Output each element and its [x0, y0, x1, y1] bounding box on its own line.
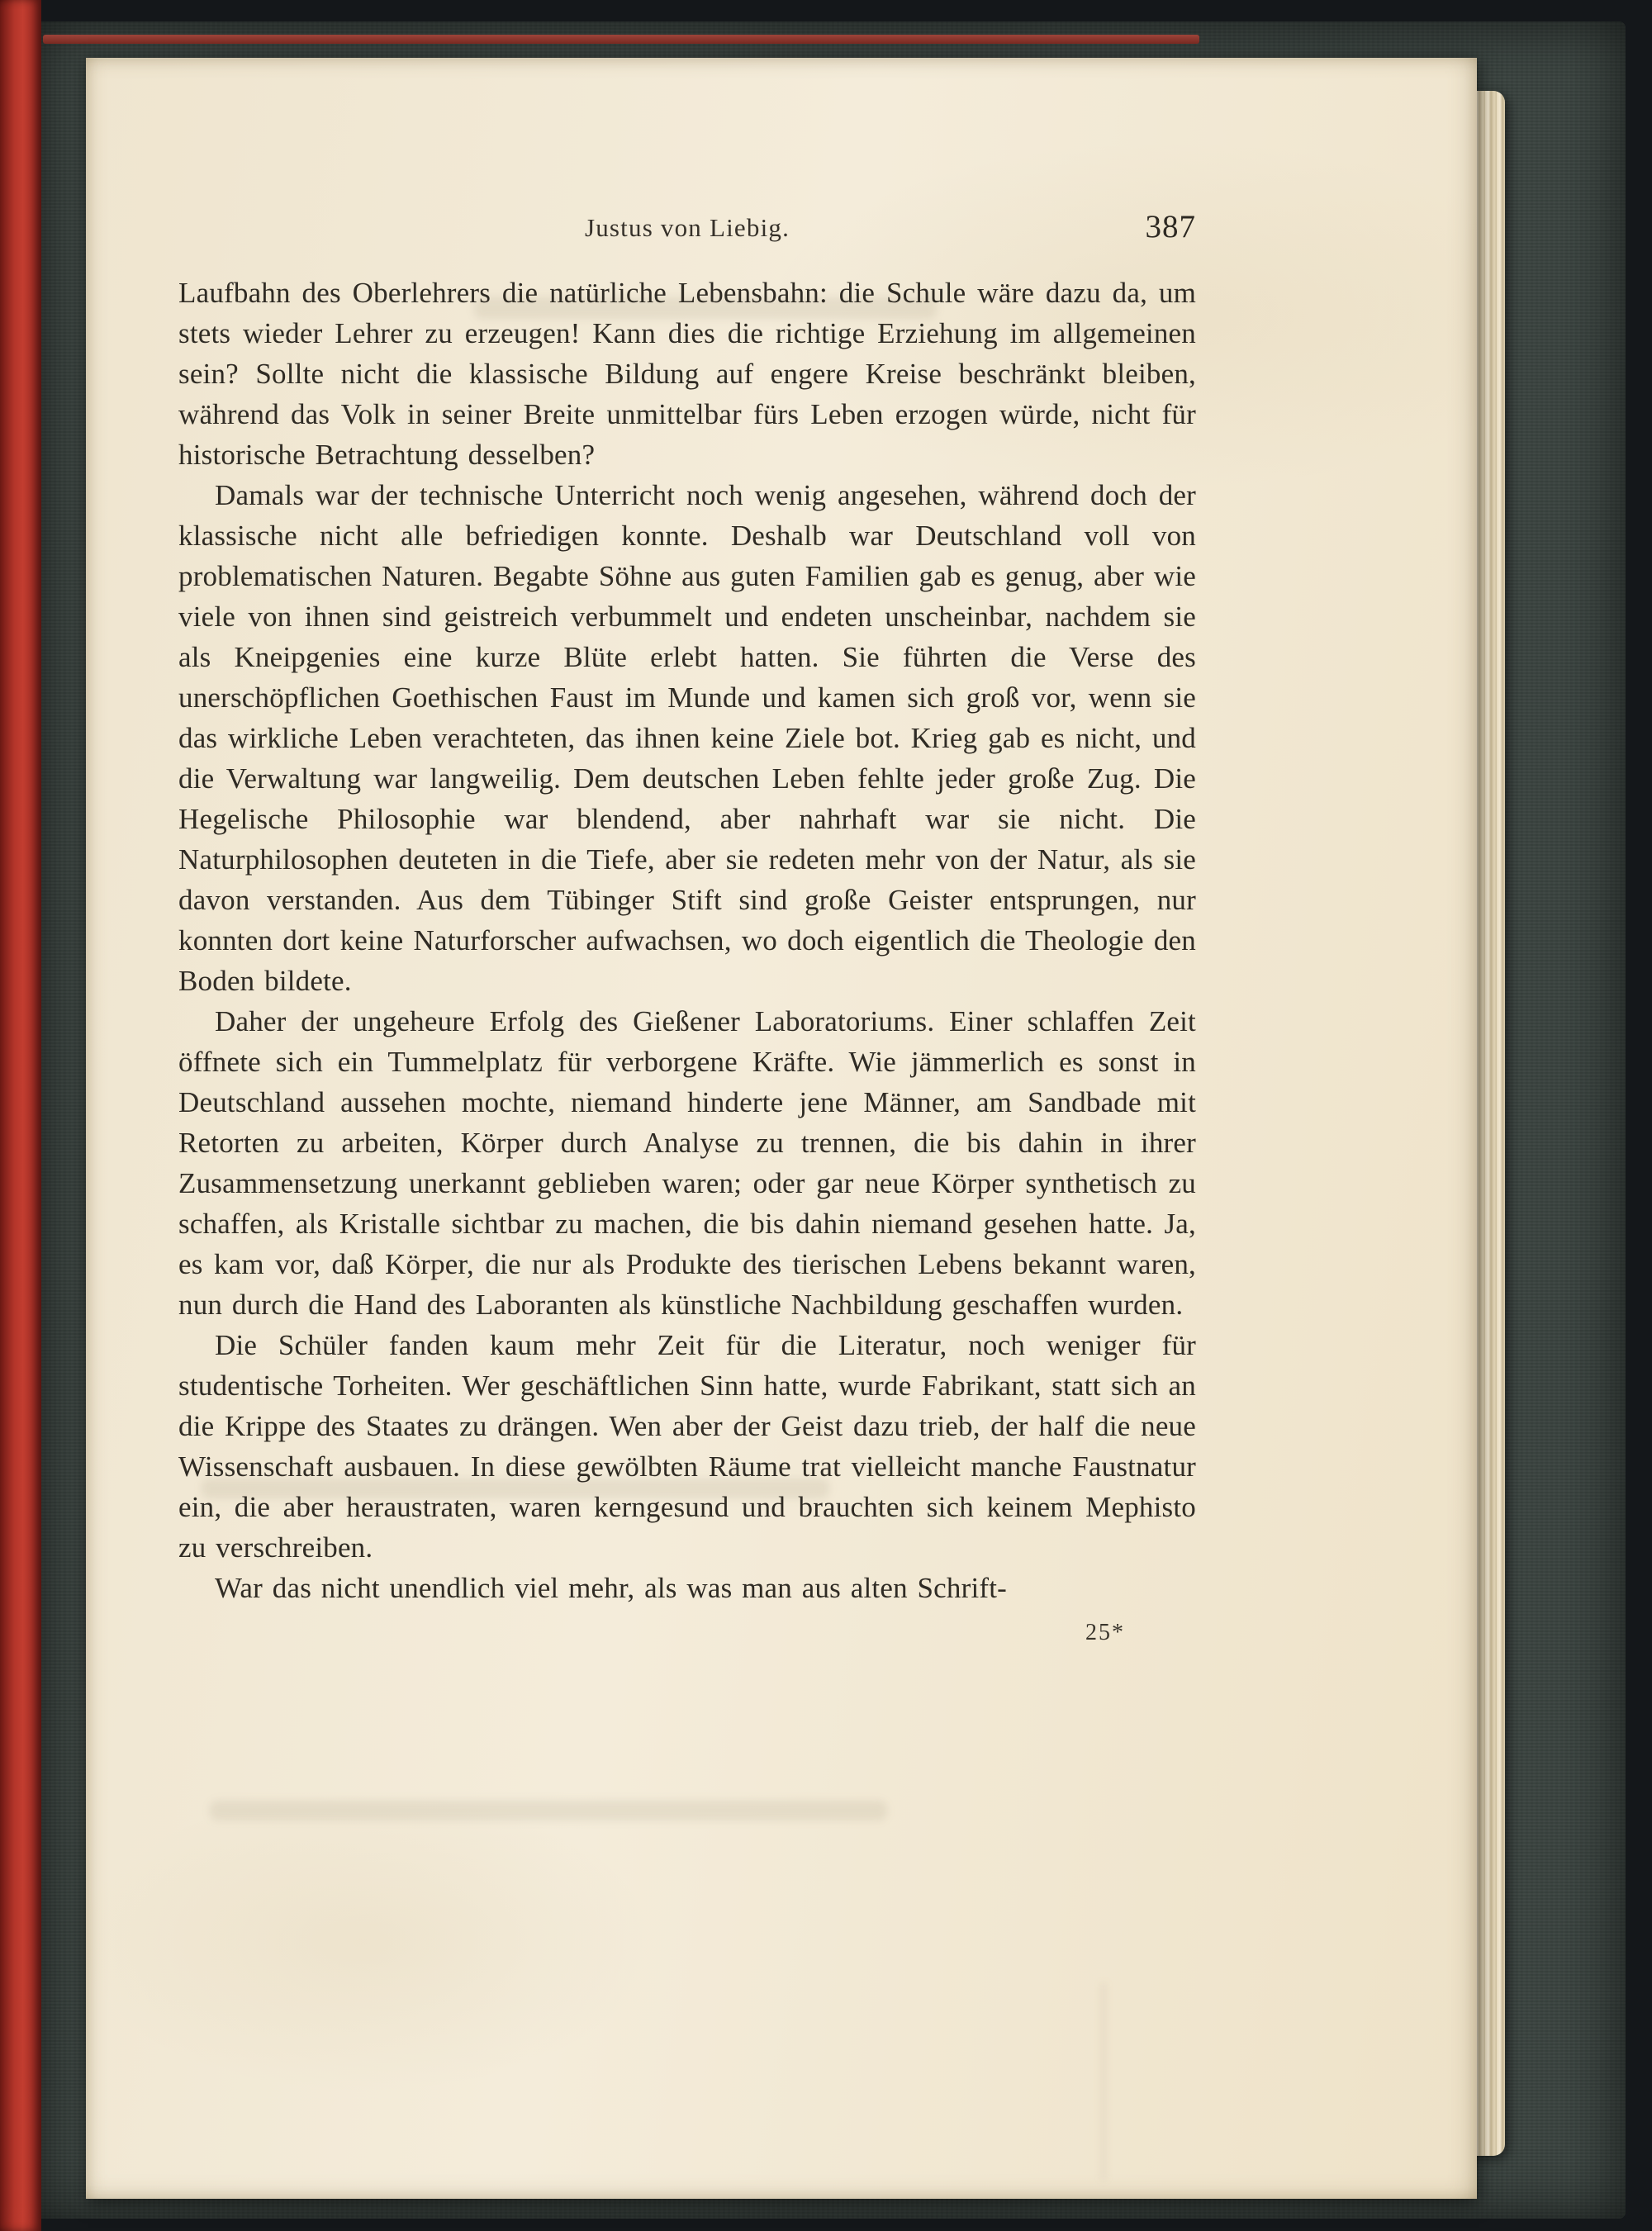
paragraph: Daher der ungeheure Erfolg des Gießener Laboratoriums. Einer schlaffen Zeit öffnete sich ein Tummelplatz für verborgene Kräfte. Wie jämmerlich es sonst in Deutschland aussehen mochte, niemand hinderte jene Männer, am Sandbade mit Retorten zu arbeiten, Körper durch Analyse zu trennen, die bis dahin in ihrer Zusammensetzung unerkannt geblieben waren; oder gar neue Körper synthetisch zu schaffen, als Kristalle sichtbar zu machen, die bis dahin niemand gesehen hatte. Ja, es kam vor, daß Körper, die nur als Produkte des tierischen Lebens bekannt waren, nun durch die Hand des Laboranten als künstliche Nachbildung geschaffen wurden. [178, 1005, 1196, 1321]
paragraph: Die Schüler fanden kaum mehr Zeit für die Literatur, noch weniger für studentische Torheiten. Wer geschäftlichen Sinn hatte, wurde Fabrikant, statt sich an die Krippe des Staates zu drängen. Wen aber der Geist dazu trieb, der half die neue Wissenschaft ausbauen. In diese gewölbten Räume trat vielleicht manche Faustnatur ein, die aber heraustraten, waren kerngesund und brauchten sich keinem Mephisto zu verschreiben. [178, 1329, 1196, 1564]
verso-showthrough [210, 1801, 887, 1820]
page-number: 387 [1145, 209, 1196, 244]
page-crease [1102, 1982, 1105, 2181]
running-title: Justus von Liebig. [584, 213, 790, 242]
text-column [178, 209, 1196, 1646]
paragraph: Laufbahn des Oberlehrers die natürliche Lebensbahn: die Schule wäre dazu da, um stets wieder Lehrer zu erzeugen! Kann dies die richtige Erziehung im allgemeinen sein? Sollte nicht die klassische Bildung auf engere Kreise beschränkt bleiben, während das Volk in seiner Breite unmittelbar fürs Leben erzogen würde, nicht für historische Betrachtung desselben? [178, 277, 1196, 471]
book-page [86, 58, 1477, 2199]
paragraph: War das nicht unendlich viel mehr, als was man aus alten Schrift- [215, 1572, 1008, 1604]
paragraph: Damals war der technische Unterricht noch wenig angesehen, während doch der klassische nicht alle befriedigen konnte. Deshalb war Deutschland voll von problematischen Naturen. Begabte Söhne aus guten Familien gab es genug, aber wie viele von ihnen sind geistreich verbummelt und endeten unscheinbar, nachdem sie als Kneipgenies eine kurze Blüte erlebt hatten. Sie führten die Verse des unerschöpflichen Goethischen Faust im Munde und kamen sich groß vor, wenn sie das wirkliche Leben verachteten, das ihnen keine Ziele bot. Krieg gab es nicht, und die Verwaltung war langweilig. Dem deutschen Leben fehlte jeder große Zug. Die Hegelische Philosophie war blendend, aber nahrhaft war sie nicht. Die Naturphilosophen deuteten in die Tiefe, aber sie redeten mehr von der Natur, als sie davon verstanden. Aus dem Tübinger Stift sind große Geister entsprungen, nur konnten dort keine Naturforscher aufwachsen, wo doch eigentlich die Theologie den Boden bildete. [178, 479, 1196, 997]
signature-mark: 25* [1085, 1620, 1125, 1645]
page-header [178, 209, 1196, 253]
red-fore-edge [0, 0, 41, 2231]
red-top-page-edge [43, 35, 1199, 44]
